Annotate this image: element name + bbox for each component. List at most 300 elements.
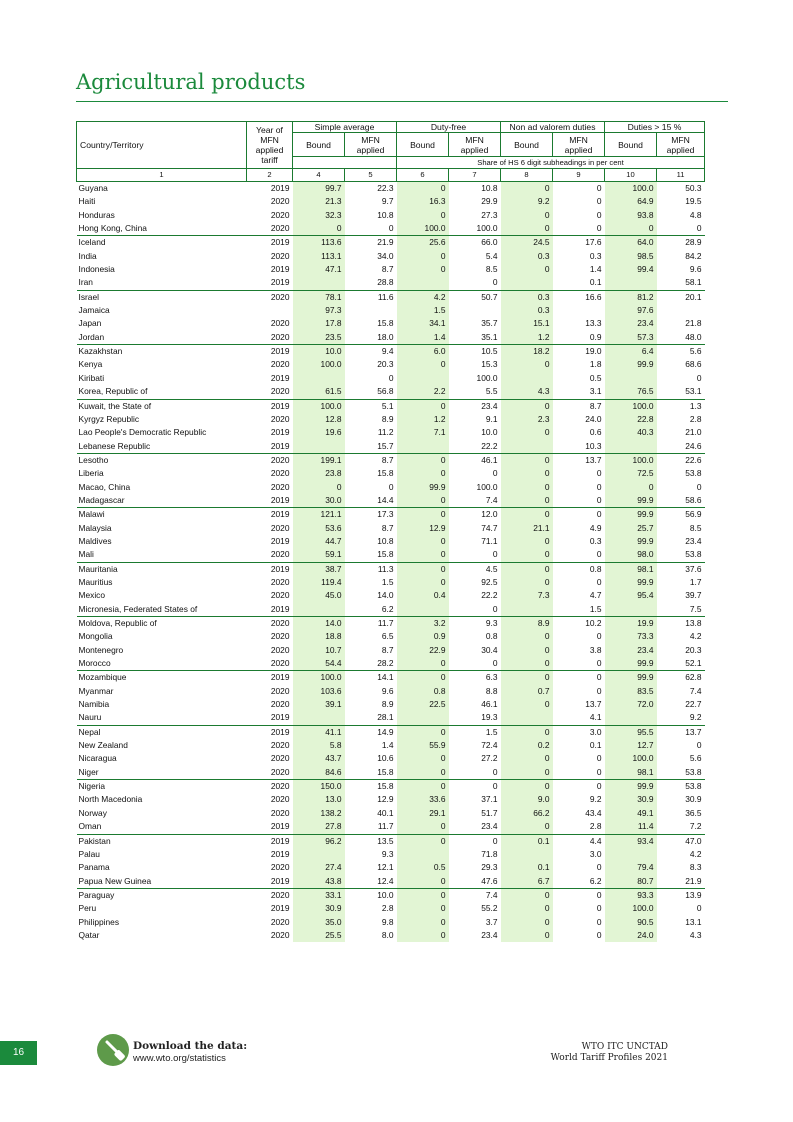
- value-cell: 0: [397, 888, 449, 902]
- value-cell: 0: [397, 820, 449, 834]
- value-cell: 0: [492, 603, 498, 614]
- country-cell: Moldova, Republic of: [77, 617, 247, 631]
- value-cell: 0: [596, 549, 602, 560]
- value-cell: 0: [397, 902, 449, 915]
- value-cell: 12.9: [397, 522, 449, 535]
- value-cell: 14.0: [377, 590, 394, 601]
- country-cell: Kyrgyz Republic: [78, 413, 140, 424]
- value-cell: 100.0: [293, 399, 345, 413]
- year-cell: 2019: [270, 712, 290, 723]
- value-cell: 43.7: [293, 752, 345, 765]
- year-cell: 2020: [270, 318, 290, 329]
- year-cell: 2019: [270, 372, 290, 383]
- value-cell: 99.9: [605, 657, 657, 671]
- value-cell: 5.8: [293, 739, 345, 752]
- table-row: [77, 345, 705, 359]
- value-cell: 0: [397, 752, 449, 765]
- value-cell: [605, 440, 657, 454]
- country-cell: Nepal: [77, 725, 247, 739]
- value-cell: 0: [492, 468, 498, 479]
- table-row: [77, 929, 705, 942]
- value-cell: 15.8: [377, 766, 394, 777]
- value-cell: 15.8: [377, 468, 394, 479]
- country-cell: Norway: [78, 807, 107, 818]
- value-cell: 53.8: [685, 468, 702, 479]
- value-cell: 1.4: [381, 740, 394, 751]
- value-cell: 83.5: [605, 685, 657, 698]
- value-cell: 13.1: [685, 916, 702, 927]
- value-cell: 0: [596, 766, 602, 777]
- value-cell: 81.2: [605, 290, 657, 304]
- publisher: WTO ITC UNCTAD: [581, 1042, 668, 1052]
- country-cell: Palau: [78, 848, 100, 859]
- value-cell: [397, 372, 449, 385]
- value-cell: 0: [397, 548, 449, 562]
- value-cell: 8.5: [689, 522, 702, 533]
- value-cell: 49.1: [605, 807, 657, 820]
- value-cell: 0: [596, 183, 602, 193]
- table-row: [77, 276, 705, 290]
- year-cell: 2020: [247, 888, 293, 902]
- value-cell: 0: [492, 658, 498, 669]
- country-cell: Madagascar: [78, 494, 125, 505]
- value-cell: 23.4: [605, 644, 657, 657]
- value-cell: 28.1: [377, 712, 394, 723]
- value-cell: 7.4: [449, 888, 501, 902]
- year-cell: 2020: [247, 780, 293, 794]
- page-title: Agricultural products: [76, 70, 306, 94]
- value-cell: [293, 603, 345, 617]
- value-cell: 0: [605, 481, 657, 494]
- value-cell: 79.4: [605, 861, 657, 874]
- value-cell: 0: [388, 223, 394, 234]
- value-cell: 56.9: [657, 508, 705, 522]
- value-cell: 35.0: [293, 916, 345, 929]
- year-cell: 2019: [247, 508, 293, 522]
- country-cell: Peru: [78, 903, 97, 914]
- country-cell: Mauritius: [78, 576, 113, 587]
- value-cell: 23.8: [293, 467, 345, 480]
- country-cell: Hong Kong, China: [78, 223, 147, 234]
- year-cell: 2020: [270, 250, 290, 261]
- value-cell: 8.0: [381, 929, 394, 940]
- value-cell: 12.7: [605, 739, 657, 752]
- value-cell: 48.0: [685, 331, 702, 342]
- value-cell: 7.4: [689, 685, 702, 696]
- table-row: [77, 793, 705, 806]
- value-cell: 0: [596, 862, 602, 873]
- country-cell: Japan: [78, 318, 102, 329]
- country-cell: New Zealand: [78, 740, 128, 751]
- value-cell: 24.0: [605, 929, 657, 942]
- value-cell: 19.9: [605, 617, 657, 631]
- value-cell: 93.4: [605, 834, 657, 848]
- value-cell: 99.9: [605, 494, 657, 508]
- country-cell: Liberia: [78, 468, 104, 479]
- table-row: [77, 413, 705, 426]
- value-cell: 43.8: [293, 875, 345, 889]
- year-cell: 2019: [270, 494, 290, 505]
- country-cell: Lebanese Republic: [78, 440, 151, 451]
- year-cell: 2019: [247, 345, 293, 359]
- value-cell: 0: [501, 902, 553, 915]
- country-cell: Paraguay: [77, 888, 247, 902]
- value-cell: 22.2: [481, 440, 498, 451]
- download-icon[interactable]: [96, 1033, 130, 1067]
- column-number: 10: [605, 169, 657, 182]
- value-cell: 21.9: [345, 236, 397, 250]
- value-cell: 9.8: [381, 916, 394, 927]
- header-bound: Bound: [501, 133, 553, 157]
- value-cell: 33.6: [397, 793, 449, 806]
- table-row: [77, 820, 705, 834]
- value-cell: 11.6: [345, 290, 397, 304]
- value-cell: 3.0: [589, 848, 602, 859]
- value-cell: 5.1: [345, 399, 397, 413]
- country-cell: Qatar: [78, 929, 100, 940]
- year-cell: 2020: [270, 929, 290, 940]
- value-cell: 53.8: [657, 780, 705, 794]
- value-cell: 4.5: [449, 562, 501, 576]
- value-cell: 22.2: [481, 590, 498, 601]
- value-cell: 6.2: [589, 875, 602, 886]
- value-cell: 19.6: [293, 426, 345, 439]
- value-cell: 12.1: [377, 862, 394, 873]
- download-title: Download the data:: [133, 1040, 248, 1052]
- value-cell: 56.8: [377, 386, 394, 397]
- header-duty-free: Duty-free: [397, 122, 501, 133]
- value-cell: 0: [596, 468, 602, 479]
- value-cell: 50.7: [449, 290, 501, 304]
- year-cell: 2020: [247, 290, 293, 304]
- value-cell: [501, 711, 553, 725]
- value-cell: 45.0: [293, 589, 345, 602]
- value-cell: 4.2: [689, 848, 702, 859]
- value-cell: 18.8: [293, 630, 345, 643]
- value-cell: 0: [397, 766, 449, 780]
- value-cell: 0: [501, 548, 553, 562]
- table-row: [77, 739, 705, 752]
- value-cell: 21.3: [293, 195, 345, 208]
- value-cell: 30.9: [605, 793, 657, 806]
- value-cell: 12.0: [449, 508, 501, 522]
- value-cell: 25.5: [293, 929, 345, 942]
- value-cell: 0: [397, 453, 449, 467]
- table-row: [77, 685, 705, 698]
- value-cell: 0.6: [589, 427, 602, 438]
- year-cell: 2020: [270, 631, 290, 642]
- value-cell: 54.4: [293, 657, 345, 671]
- value-cell: 0: [501, 888, 553, 902]
- country-cell: Lesotho: [77, 453, 247, 467]
- table-body: [77, 182, 705, 943]
- value-cell: [605, 276, 657, 290]
- value-cell: 28.8: [377, 277, 394, 288]
- table-row: [77, 195, 705, 208]
- value-cell: 0: [397, 929, 449, 942]
- value-cell: 100.0: [605, 453, 657, 467]
- column-number: 11: [657, 169, 705, 182]
- value-cell: 0: [596, 209, 602, 220]
- table-row: [77, 562, 705, 576]
- country-cell: Malawi: [77, 508, 247, 522]
- value-cell: 19.0: [553, 345, 605, 359]
- country-cell: Pakistan: [77, 834, 247, 848]
- value-cell: 72.4: [481, 740, 498, 751]
- value-cell: 3.7: [485, 916, 498, 927]
- value-cell: 29.3: [481, 862, 498, 873]
- value-cell: 99.9: [605, 358, 657, 371]
- value-cell: [501, 603, 553, 617]
- table-row: [77, 861, 705, 874]
- value-cell: 84.6: [293, 766, 345, 780]
- value-cell: 10.2: [553, 617, 605, 631]
- value-cell: 0: [501, 766, 553, 780]
- value-cell: 0: [501, 929, 553, 942]
- value-cell: 68.6: [685, 359, 702, 370]
- value-cell: 27.4: [293, 861, 345, 874]
- value-cell: 98.1: [605, 562, 657, 576]
- value-cell: 73.3: [605, 630, 657, 643]
- country-cell: India: [78, 250, 97, 261]
- value-cell: 22.8: [605, 413, 657, 426]
- value-cell: 13.9: [657, 888, 705, 902]
- column-number: 6: [397, 169, 449, 182]
- value-cell: 0: [501, 182, 553, 196]
- header-simple-average: Simple average: [293, 122, 397, 133]
- value-cell: 35.1: [481, 331, 498, 342]
- value-cell: 53.8: [685, 549, 702, 560]
- value-cell: 0: [596, 481, 602, 492]
- value-cell: 9.2: [689, 712, 702, 723]
- value-cell: 22.9: [397, 644, 449, 657]
- value-cell: 6.5: [381, 631, 394, 642]
- column-number: 8: [501, 169, 553, 182]
- table-row: [77, 263, 705, 276]
- value-cell: 1.5: [381, 576, 394, 587]
- value-cell: 72.5: [605, 467, 657, 480]
- value-cell: 6.7: [501, 875, 553, 889]
- value-cell: 0: [388, 372, 394, 383]
- value-cell: 0: [696, 223, 702, 234]
- value-cell: 4.9: [589, 522, 602, 533]
- year-cell: 2020: [247, 617, 293, 631]
- table-row: [77, 399, 705, 413]
- value-cell: 9.0: [501, 793, 553, 806]
- value-cell: 9.6: [689, 264, 702, 275]
- year-cell: 2019: [247, 399, 293, 413]
- table-row: [77, 548, 705, 562]
- value-cell: 0: [501, 426, 553, 439]
- value-cell: 11.7: [345, 617, 397, 631]
- value-cell: 6.3: [449, 671, 501, 685]
- value-cell: 5.4: [485, 250, 498, 261]
- country-cell: Kenya: [78, 359, 103, 370]
- value-cell: 40.3: [605, 426, 657, 439]
- value-cell: 15.3: [481, 359, 498, 370]
- value-cell: 0: [696, 372, 702, 383]
- table-row: [77, 290, 705, 304]
- value-cell: 138.2: [293, 807, 345, 820]
- value-cell: 66.2: [501, 807, 553, 820]
- country-cell: Haiti: [78, 196, 96, 207]
- value-cell: 20.3: [685, 644, 702, 655]
- value-cell: 0: [501, 535, 553, 548]
- year-cell: 2019: [270, 903, 290, 914]
- value-cell: [293, 848, 345, 861]
- value-cell: 0.1: [501, 834, 553, 848]
- value-cell: 100.0: [293, 671, 345, 685]
- value-cell: 0: [492, 766, 498, 777]
- country-cell: Israel: [77, 290, 247, 304]
- year-cell: 2020: [270, 223, 290, 234]
- value-cell: [501, 276, 553, 290]
- header-country: Country/Territory: [77, 122, 247, 169]
- value-cell: 0: [596, 576, 602, 587]
- value-cell: 0: [596, 685, 602, 696]
- table-row: [77, 304, 705, 317]
- country-cell: Kuwait, the State of: [77, 399, 247, 413]
- year-cell: 2020: [270, 359, 290, 370]
- header-year: Year of MFN applied tariff: [247, 122, 293, 169]
- value-cell: 1.4: [397, 331, 449, 345]
- value-cell: 9.3: [449, 617, 501, 631]
- value-cell: 0: [492, 549, 498, 560]
- value-cell: 30.9: [293, 902, 345, 915]
- value-cell: 10.5: [449, 345, 501, 359]
- value-cell: 93.3: [605, 888, 657, 902]
- value-cell: 12.8: [293, 413, 345, 426]
- value-cell: 0: [397, 562, 449, 576]
- value-cell: 4.4: [553, 834, 605, 848]
- value-cell: 10.6: [377, 753, 394, 764]
- year-cell: 2020: [270, 916, 290, 927]
- value-cell: 10.3: [585, 440, 602, 451]
- value-cell: 64.9: [605, 195, 657, 208]
- value-cell: 100.0: [476, 481, 498, 492]
- value-cell: 100.0: [605, 902, 657, 915]
- download-link[interactable]: www.wto.org/statistics: [133, 1053, 226, 1064]
- table-row: [77, 385, 705, 399]
- value-cell: 30.4: [481, 644, 498, 655]
- value-cell: 2.2: [397, 385, 449, 399]
- value-cell: 32.3: [293, 209, 345, 222]
- value-cell: [657, 304, 705, 317]
- country-cell: Maldives: [78, 535, 112, 546]
- value-cell: 0: [696, 481, 702, 492]
- country-cell: Nauru: [78, 712, 102, 723]
- table-row: [77, 250, 705, 263]
- value-cell: 47.0: [657, 834, 705, 848]
- value-cell: 0: [397, 576, 449, 589]
- value-cell: 7.2: [689, 821, 702, 832]
- table-row: [77, 589, 705, 602]
- table-row: [77, 317, 705, 330]
- value-cell: 1.4: [589, 264, 602, 275]
- value-cell: 50.3: [685, 183, 702, 193]
- value-cell: 0: [501, 671, 553, 685]
- value-cell: 80.7: [605, 875, 657, 889]
- value-cell: 0.1: [589, 740, 602, 751]
- country-cell: Kazakhstan: [77, 345, 247, 359]
- country-cell: Iran: [78, 277, 93, 288]
- value-cell: 0: [596, 658, 602, 669]
- country-cell: Micronesia, Federated States of: [78, 603, 198, 614]
- value-cell: 8.3: [689, 862, 702, 873]
- year-cell: 2020: [270, 766, 290, 777]
- value-cell: 99.4: [605, 263, 657, 276]
- value-cell: 0: [596, 916, 602, 927]
- year-cell: 2019: [270, 848, 290, 859]
- value-cell: 8.9: [381, 413, 394, 424]
- value-cell: 55.9: [397, 739, 449, 752]
- value-cell: 0.1: [589, 277, 602, 288]
- value-cell: 58.1: [685, 277, 702, 288]
- country-cell: Guyana: [78, 183, 108, 193]
- value-cell: 52.1: [685, 658, 702, 669]
- country-cell: Mauritania: [77, 562, 247, 576]
- table-row: [77, 888, 705, 902]
- value-cell: 0.8: [397, 685, 449, 698]
- value-cell: 0: [397, 182, 449, 196]
- country-cell: Papua New Guinea: [78, 875, 152, 886]
- value-cell: 37.6: [657, 562, 705, 576]
- value-cell: 12.9: [377, 794, 394, 805]
- value-cell: 46.1: [481, 699, 498, 710]
- value-cell: 12.4: [377, 875, 394, 886]
- country-cell: Mongolia: [78, 631, 113, 642]
- country-cell: Mali: [78, 549, 94, 560]
- value-cell: 5.5: [485, 386, 498, 397]
- header-mfn-applied: MFN applied: [657, 133, 705, 157]
- value-cell: 0.5: [589, 372, 602, 383]
- value-cell: 0.9: [589, 331, 602, 342]
- value-cell: 5.6: [689, 753, 702, 764]
- value-cell: 0: [501, 481, 553, 494]
- country-cell: Iceland: [77, 236, 247, 250]
- table-row: [77, 725, 705, 739]
- table-row: [77, 902, 705, 915]
- table-row: [77, 236, 705, 250]
- value-cell: 0: [596, 223, 602, 234]
- value-cell: 0: [696, 740, 702, 751]
- value-cell: 0: [397, 209, 449, 222]
- value-cell: 3.8: [589, 644, 602, 655]
- value-cell: 10.0: [345, 888, 397, 902]
- value-cell: 15.8: [345, 780, 397, 794]
- value-cell: 0: [501, 644, 553, 657]
- value-cell: 6.0: [397, 345, 449, 359]
- value-cell: 150.0: [293, 780, 345, 794]
- value-cell: 99.9: [605, 508, 657, 522]
- value-cell: 0.8: [485, 631, 498, 642]
- value-cell: 29.9: [481, 196, 498, 207]
- value-cell: [345, 304, 397, 317]
- year-cell: 2020: [270, 794, 290, 805]
- table-row: [77, 603, 705, 617]
- table-row: [77, 522, 705, 535]
- year-cell: 2020: [247, 453, 293, 467]
- value-cell: 0: [501, 752, 553, 765]
- year-cell: 2019: [247, 671, 293, 685]
- value-cell: 0: [397, 250, 449, 263]
- value-cell: 37.1: [481, 794, 498, 805]
- value-cell: 0.5: [397, 861, 449, 874]
- value-cell: 8.7: [381, 264, 394, 275]
- value-cell: 64.0: [605, 236, 657, 250]
- value-cell: 0: [449, 834, 501, 848]
- value-cell: 6.2: [381, 603, 394, 614]
